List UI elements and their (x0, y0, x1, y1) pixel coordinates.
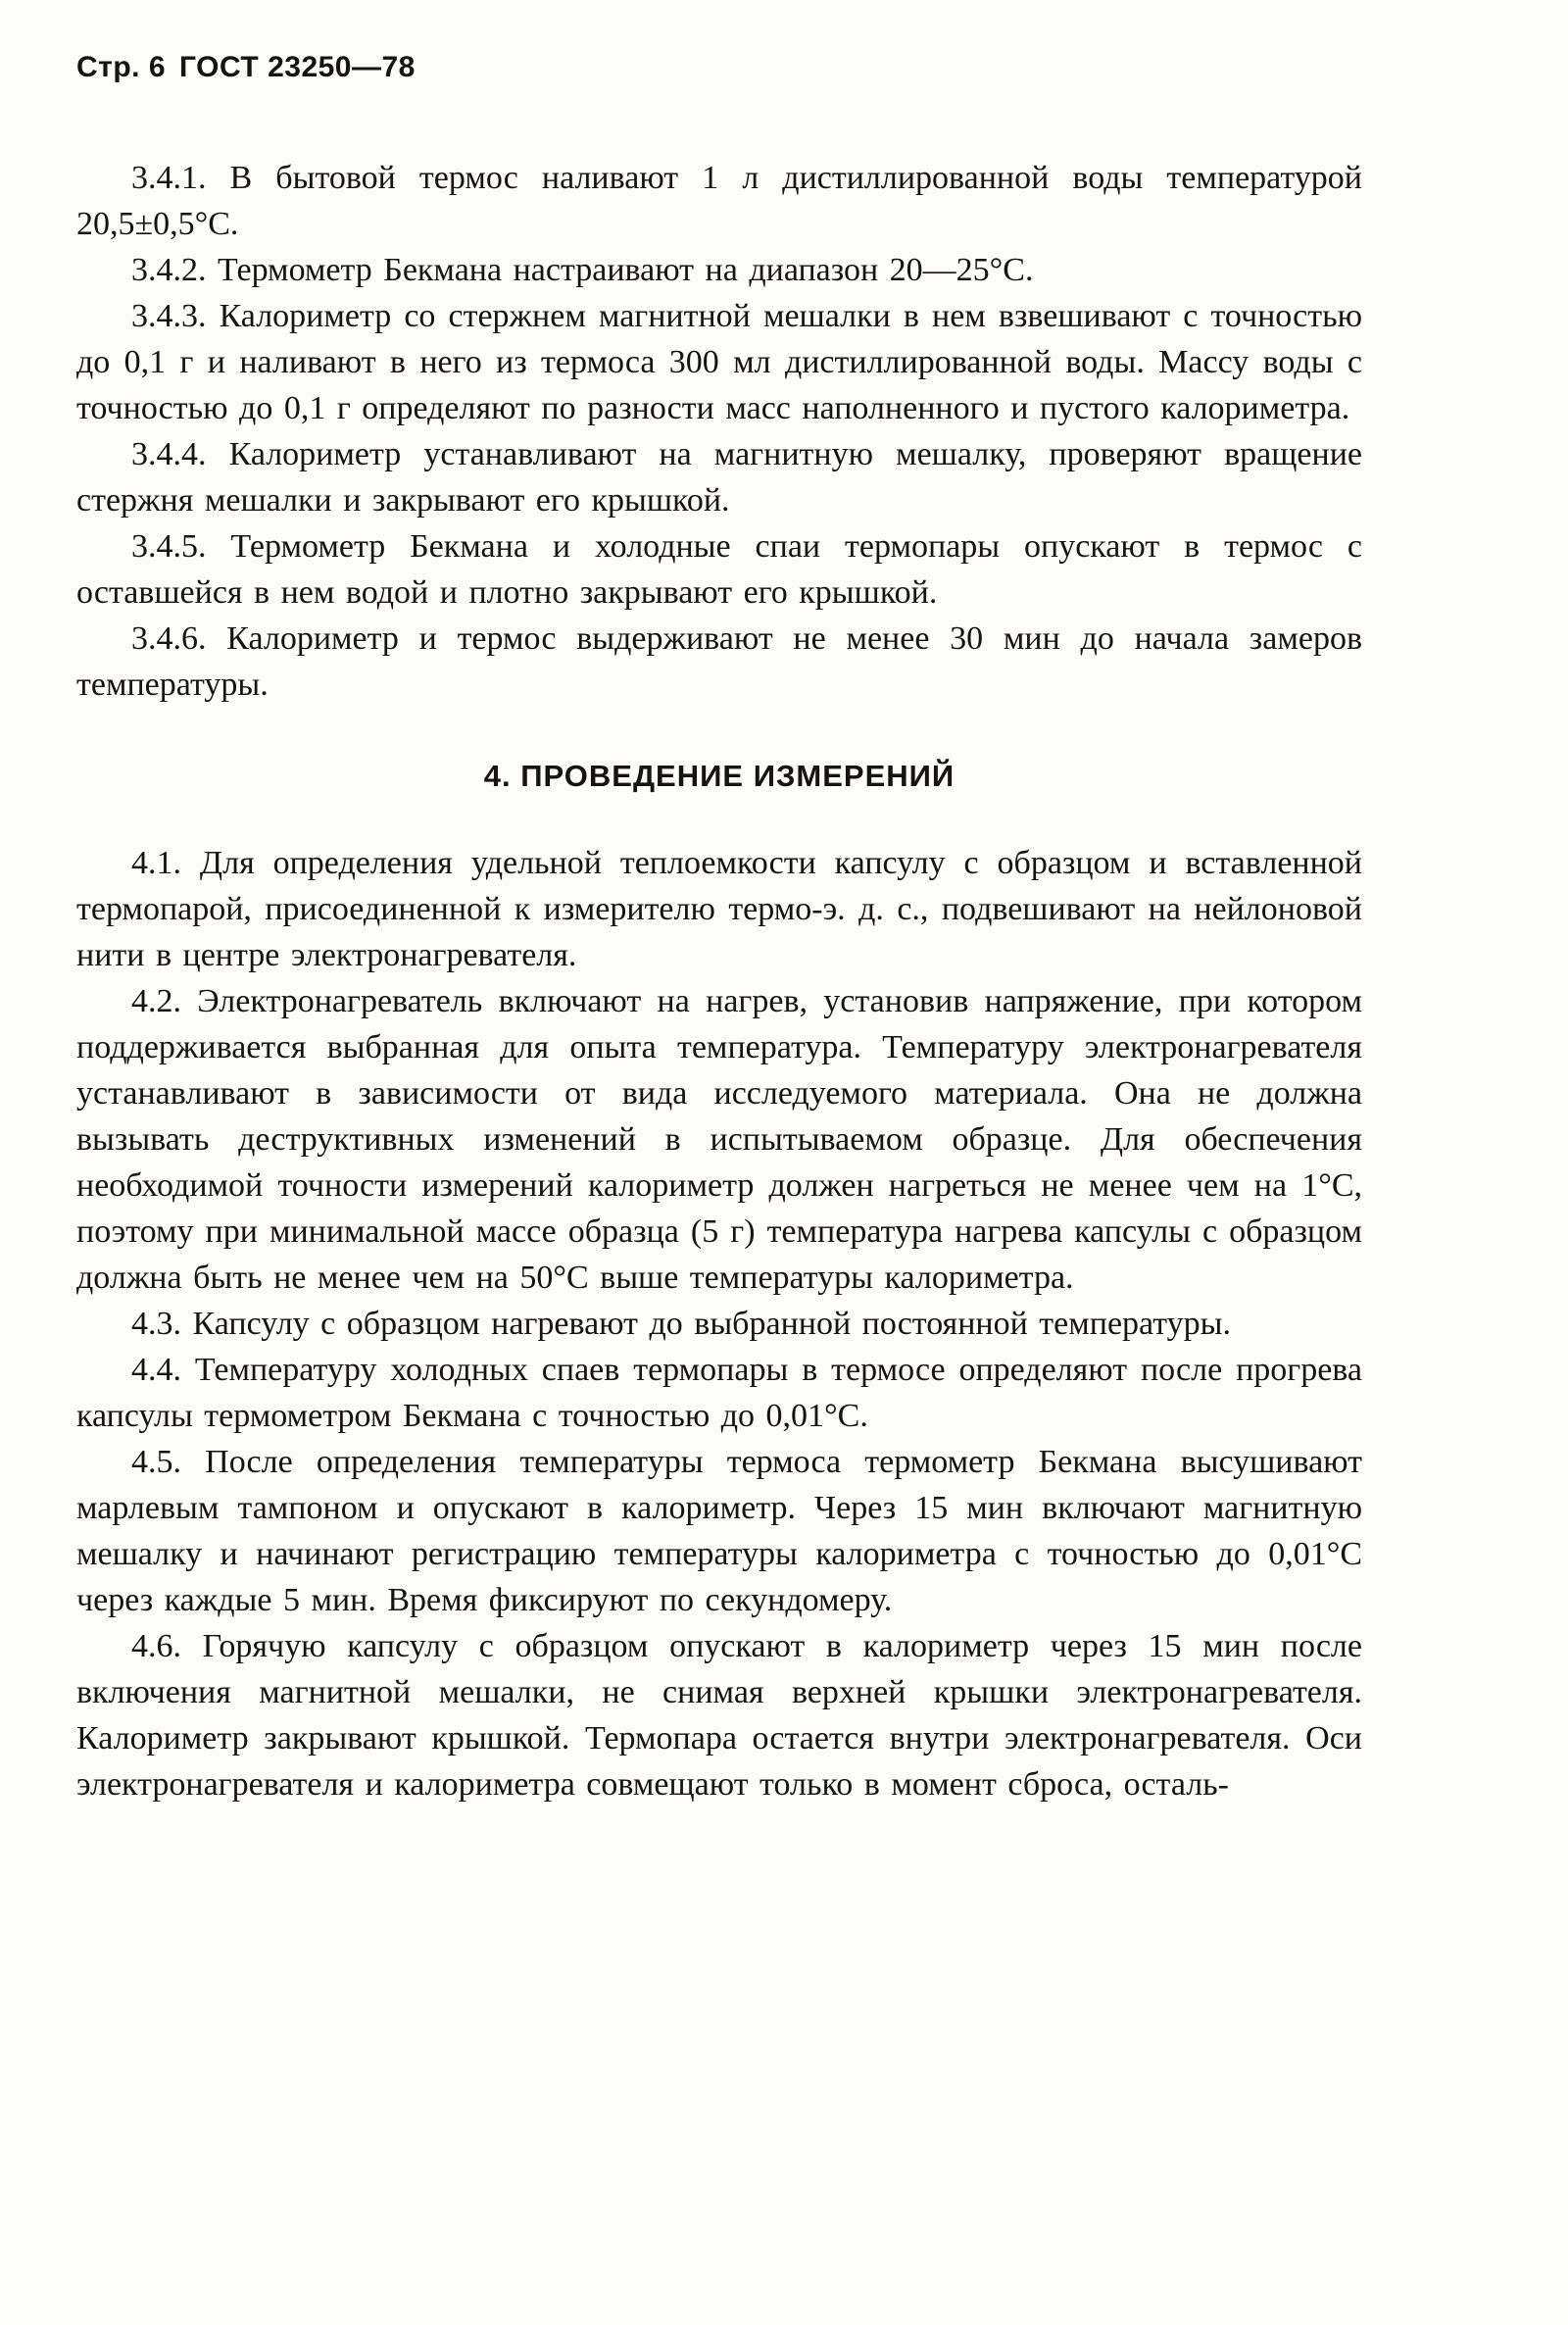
standard-number-label: ГОСТ 23250—78 (179, 51, 416, 83)
paragraph-3-4-4: 3.4.4. Калориметр устанавливают на магнитную мешалку, проверяют вращение стержня мешалки и закрывают его крышкой. (76, 436, 1362, 519)
paragraph-4-2: 4.2. Электронагреватель включают на нагрев, установив напряжение, при котором поддерживается выбранная для опыта температура. Температуру электронагревателя устанавливают в зависимости от вида исследуемого материала. Она не должна вызывать деструктивных изменений в испытываемом образце. Для обеспечения необходимой точности измерений калориметр должен нагреться не менее чем на 1°С, поэтому при минимальной массе образца (5 г) температура нагрева капсулы с образцом должна быть не менее чем на 50°С выше температуры калориметра. (76, 983, 1362, 1296)
paragraph-3-4-2: 3.4.2. Термометр Бекмана настраивают на диапазон 20—25°С. (131, 252, 1034, 288)
paragraph-4-1: 4.1. Для определения удельной теплоемкости капсулу с образцом и вставленной термопарой, присоединенной к измерителю термо-э. д. с., подвешивают на нейлоновой нити в центре электронагревателя. (76, 845, 1362, 973)
paragraph-4-5: 4.5. После определения температуры термоса термометр Бекмана высушивают марлевым тампоном и опускают в калориметр. Через 15 мин включают магнитную мешалку и начинают регистрацию температуры калориметра с точностью до 0,01°С через каждые 5 мин. Время фиксируют по секундомеру. (76, 1444, 1362, 1618)
page-number-label: Стр. 6 (76, 51, 167, 83)
paragraph-4-6: 4.6. Горячую капсулу с образцом опускают в калориметр через 15 мин после включения магнитной мешалки, не снимая верхней крышки электронагревателя. Калориметр закрывают крышкой. Термопара остается внутри электронагревателя. Оси электронагревателя и калориметра совмещают только в момент сброса, осталь- (76, 1628, 1362, 1803)
page-header (76, 51, 1362, 84)
document-body (76, 155, 1362, 1807)
paragraph-3-4-5: 3.4.5. Термометр Бекмана и холодные спаи термопары опускают в термос с оставшейся в нем водой и плотно закрывают его крышкой. (76, 528, 1362, 611)
paragraph-4-3: 4.3. Капсулу с образцом нагревают до выбранной постоянной температуры. (131, 1306, 1231, 1342)
paragraph-3-4-1: 3.4.1. В бытовой термос наливают 1 л дистиллированной воды температурой 20,5±0,5°С. (76, 160, 1362, 242)
section-heading-4: 4. ПРОВЕДЕНИЕ ИЗМЕРЕНИЙ (483, 759, 956, 793)
paragraph-4-4: 4.4. Температуру холодных спаев термопары в термосе определяют после прогрева капсулы термометром Бекмана с точностью до 0,01°С. (76, 1352, 1362, 1434)
paragraph-3-4-6: 3.4.6. Калориметр и термос выдерживают не менее 30 мин до начала замеров температуры. (76, 620, 1362, 703)
paragraph-3-4-3: 3.4.3. Калориметр со стержнем магнитной мешалки в нем взвешивают с точностью до 0,1 г и наливают в него из термоса 300 мл дистиллированной воды. Массу воды с точностью до 0,1 г определяют по разности масс наполненного и пустого калориметра. (76, 298, 1362, 426)
